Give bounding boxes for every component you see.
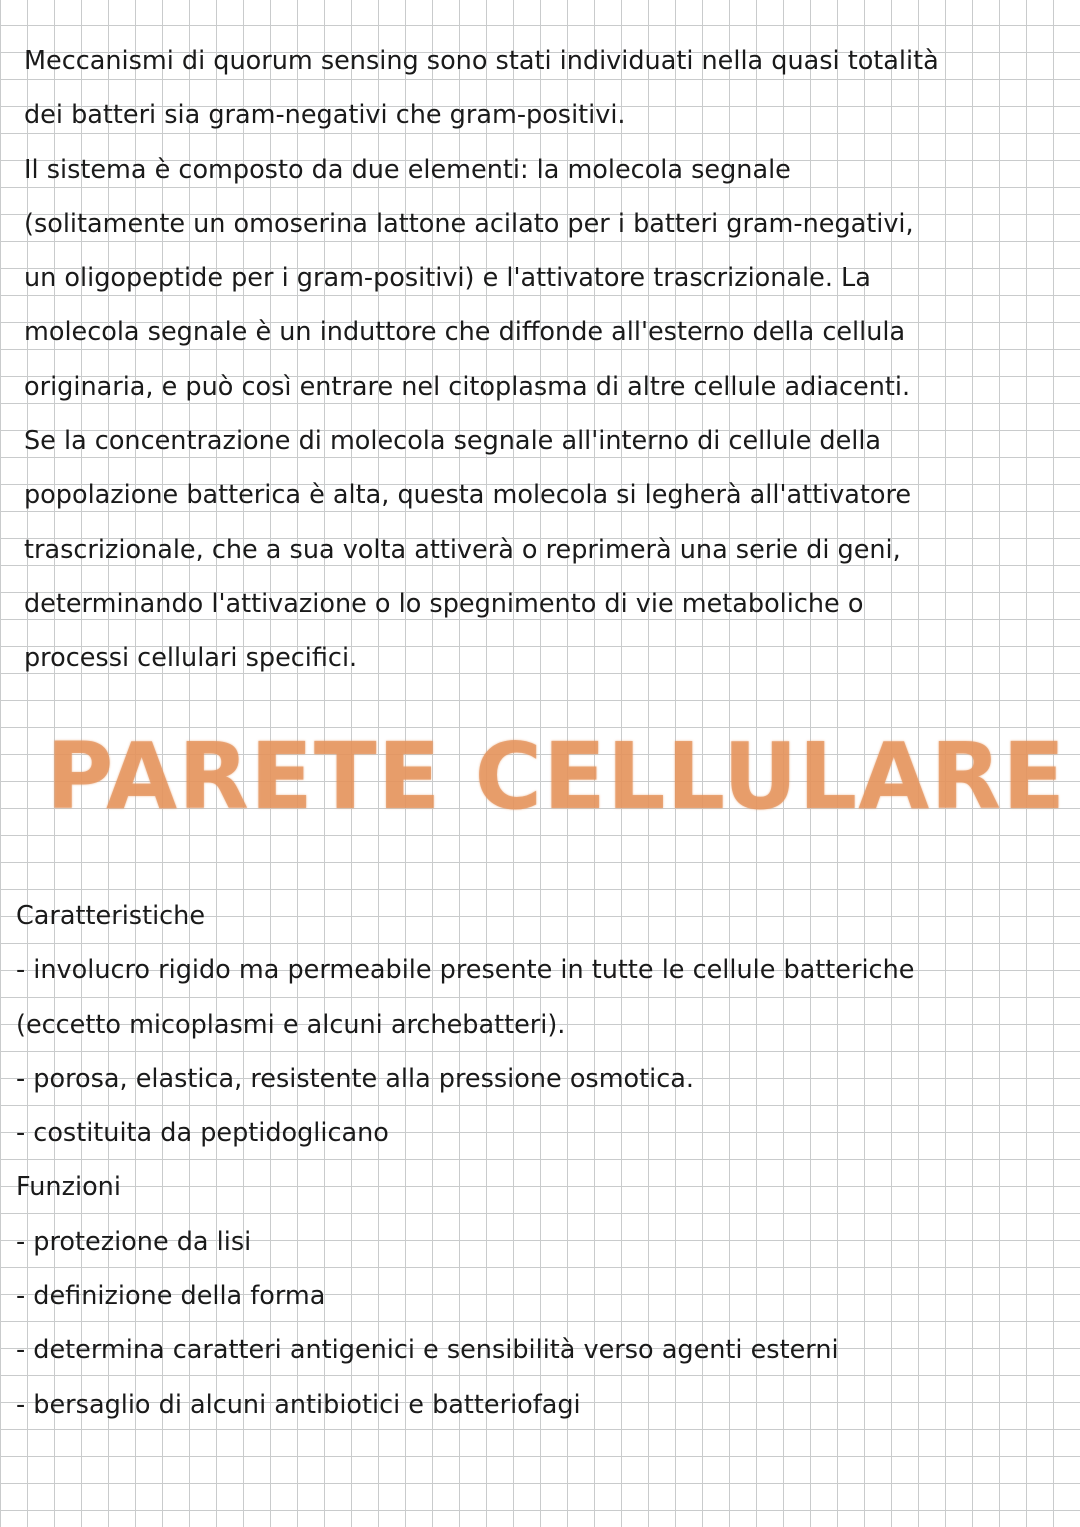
paragraph-line: originaria, e può così entrare nel citoplasma di altre cellule adiacenti.: [24, 371, 911, 402]
list-item: - costituita da peptidoglicano: [16, 1118, 389, 1149]
list-item: - determina caratteri antigenici e sensibilità verso agenti esterni: [16, 1335, 839, 1366]
section-title: PARETE CELLULARE: [46, 723, 1067, 830]
list-item: - definizione della forma: [16, 1281, 326, 1312]
list-item: - protezione da lisi: [16, 1226, 252, 1257]
paragraph-line: popolazione batterica è alta, questa molecola si legherà all'attivatore: [24, 480, 912, 511]
paragraph-line: trascrizionale, che a sua volta attiverà o reprimerà una serie di geni,: [24, 534, 901, 565]
notes-heading-functions: Funzioni: [16, 1172, 121, 1203]
paragraph-line: un oligopeptide per i gram-positivi) e l'attivatore trascrizionale. La: [24, 263, 871, 294]
paragraph-line: molecola segnale è un induttore che diffonde all'esterno della cellula: [24, 317, 906, 348]
list-item: - involucro rigido ma permeabile presente in tutte le cellule batteriche: [16, 955, 915, 986]
list-item: - bersaglio di alcuni antibiotici e batteriofagi: [16, 1389, 581, 1420]
paragraph-line: processi cellulari specifici.: [24, 643, 358, 674]
paragraph-line: Il sistema è composto da due elementi: la molecola segnale: [24, 154, 791, 185]
cell-wall-notes: [16, 889, 1076, 1432]
list-item-continuation: (eccetto micoplasmi e alcuni archebatteri).: [16, 1009, 566, 1040]
paragraph-line: determinando l'attivazione o lo spegnimento di vie metaboliche o: [24, 588, 864, 619]
quorum-sensing-paragraph: [24, 34, 1072, 686]
paragraph-line: (solitamente un omoserina lattone acilato per i batteri gram-negativi,: [24, 208, 914, 239]
list-item: - porosa, elastica, resistente alla pressione osmotica.: [16, 1063, 694, 1094]
notes-heading-characteristics: Caratteristiche: [16, 901, 206, 931]
paragraph-line: dei batteri sia gram-negativi che gram-positivi.: [24, 100, 626, 131]
paragraph-line: Meccanismi di quorum sensing sono stati individuati nella quasi totalità: [24, 46, 939, 76]
paragraph-line: Se la concentrazione di molecola segnale all'interno di cellule della: [24, 426, 882, 457]
